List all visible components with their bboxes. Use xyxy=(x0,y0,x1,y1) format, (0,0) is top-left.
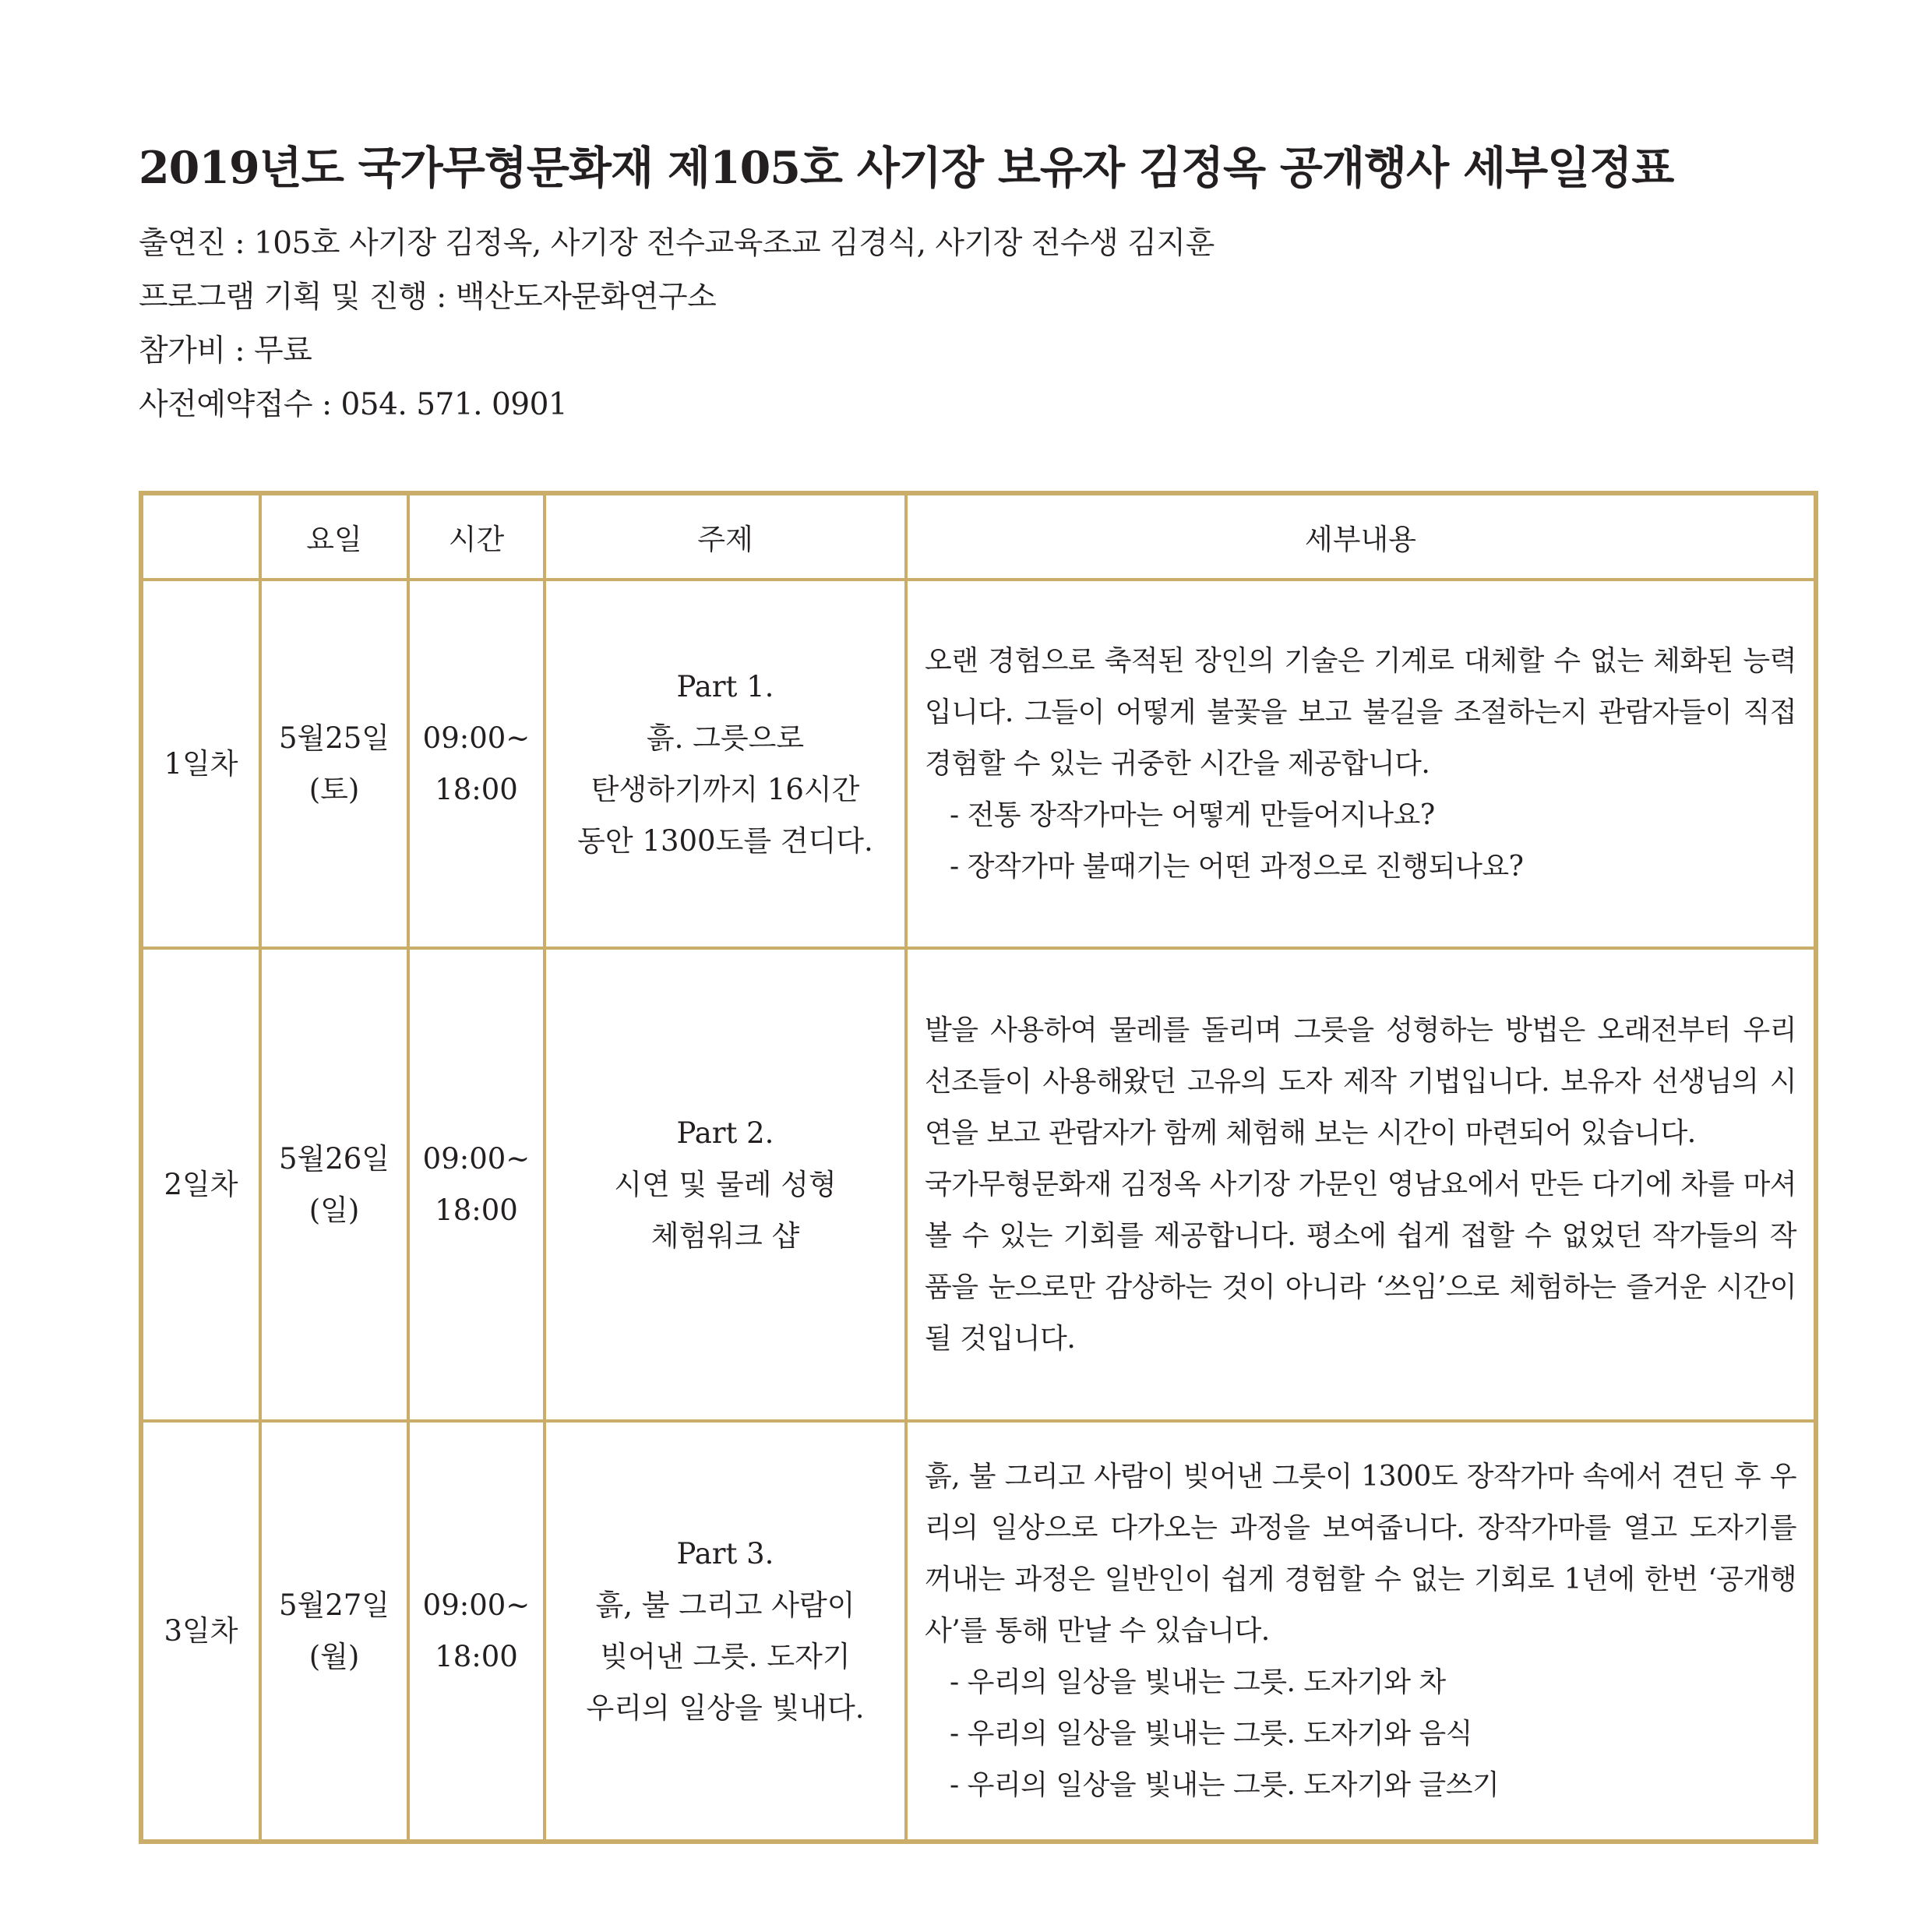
fee-line: 참가비 : 무료 xyxy=(139,333,312,368)
time-cell xyxy=(408,1421,545,1842)
table-row xyxy=(141,1421,1816,1842)
day-cell: 1일차 xyxy=(141,580,260,948)
day-cell: 3일차 xyxy=(141,1421,260,1842)
table-row xyxy=(141,948,1816,1421)
details-paragraph: 오랜 경험으로 축적된 장인의 기술은 기계로 대체할 수 없는 체화된 능력입니다. 그들이 어떻게 불꽃을 보고 불길을 조절하는지 관람자들이 직접 경험할 수 있는 귀중한 시간을 제공합니다. xyxy=(925,644,1796,780)
date-cell xyxy=(260,1421,408,1842)
header-details: 세부내용 xyxy=(906,493,1816,580)
schedule-table xyxy=(139,491,1818,1844)
details-cell xyxy=(906,1421,1816,1842)
table-row xyxy=(141,580,1816,948)
table-header-row xyxy=(141,493,1816,580)
details-bullet: - 장작가마 불때기는 어떤 과정으로 진행되나요? xyxy=(950,850,1524,883)
details-paragraph: 흙, 불 그리고 사람이 빚어낸 그릇이 1300도 장작가마 속에서 견딘 후 우리의 일상으로 다가오는 과정을 보여줍니다. 장작가마를 열고 도자기를 꺼내는 과정은 일반인이 쉽게 경험할 수 없는 기회로 1년에 한번 ‘공개행사’를 통해 만날 수 있습니다. xyxy=(925,1460,1796,1647)
topic-line: 우리의 일상을 빛내다. xyxy=(586,1690,865,1725)
date: 5월26일 xyxy=(278,1141,390,1176)
topic-line: 빚어낸 그릇. 도자기 xyxy=(600,1639,851,1673)
details-bullet: - 우리의 일상을 빛내는 그릇. 도자기와 차 xyxy=(950,1666,1446,1698)
header-topic: 주제 xyxy=(545,493,906,580)
topic-line: 체험워크 샵 xyxy=(650,1218,800,1253)
details-paragraph: 국가무형문화재 김정옥 사기장 가문인 영남요에서 만든 다기에 차를 마셔볼 수 있는 기회를 제공합니다. 평소에 쉽게 접할 수 없었던 작가들의 작품을 눈으로만 감상하는 것이 아니라 ‘쓰임’으로 체험하는 즐거운 시간이 될 것입니다. xyxy=(925,1168,1796,1355)
header-day-cell xyxy=(141,493,260,580)
details-bullet: - 우리의 일상을 빛내는 그릇. 도자기와 음식 xyxy=(950,1717,1472,1750)
topic-line: 흙, 불 그리고 사람이 xyxy=(595,1588,855,1622)
topic-line: 동안 1300도를 견디다. xyxy=(577,823,873,858)
time-start: 09:00~ xyxy=(422,721,531,755)
topic-part: Part 1. xyxy=(676,669,774,703)
date: 5월27일 xyxy=(278,1588,390,1622)
weekday: (월) xyxy=(308,1639,360,1673)
details-paragraph: 발을 사용하여 물레를 돌리며 그릇을 성형하는 방법은 오래전부터 우리 선조들이 사용해왔던 고유의 도자 제작 기법입니다. 보유자 선생님의 시연을 보고 관람자가 함께 체험해 보는 시간이 마련되어 있습니다. xyxy=(925,1014,1796,1149)
details-cell xyxy=(906,948,1816,1421)
time-cell xyxy=(408,580,545,948)
date: 5월25일 xyxy=(278,721,390,755)
header-time: 시간 xyxy=(408,493,545,580)
reservation-line: 사전예약접수 : 054. 571. 0901 xyxy=(139,387,568,422)
page-title: 2019년도 국가무형문화재 제105호 사기장 보유자 김정옥 공개행사 세부일정표 xyxy=(139,142,1674,194)
event-info xyxy=(139,217,1215,432)
topic-cell xyxy=(545,1421,906,1842)
weekday: (토) xyxy=(308,772,360,806)
organizer-line: 프로그램 기획 및 진행 : 백산도자문화연구소 xyxy=(139,280,717,315)
time-cell xyxy=(408,948,545,1421)
topic-line: 흙. 그릇으로 xyxy=(646,721,805,755)
time-end: 18:00 xyxy=(435,1639,518,1673)
time-end: 18:00 xyxy=(435,772,518,806)
topic-line: 시연 및 물레 성형 xyxy=(614,1167,837,1201)
date-cell xyxy=(260,580,408,948)
details-bullet: - 전통 장작가마는 어떻게 만들어지나요? xyxy=(950,799,1435,831)
topic-line: 탄생하기까지 16시간 xyxy=(591,772,860,806)
topic-part: Part 3. xyxy=(676,1536,774,1571)
date-cell xyxy=(260,948,408,1421)
topic-cell xyxy=(545,948,906,1421)
weekday: (일) xyxy=(308,1193,360,1227)
time-end: 18:00 xyxy=(435,1193,518,1227)
header-weekday: 요일 xyxy=(260,493,408,580)
day-cell: 2일차 xyxy=(141,948,260,1421)
time-start: 09:00~ xyxy=(422,1141,531,1176)
details-bullet: - 우리의 일상을 빛내는 그릇. 도자기와 글쓰기 xyxy=(950,1768,1500,1801)
topic-part: Part 2. xyxy=(676,1116,774,1150)
topic-cell xyxy=(545,580,906,948)
details-cell xyxy=(906,580,1816,948)
performers-line: 출연진 : 105호 사기장 김정옥, 사기장 전수교육조교 김경식, 사기장 전수생 김지훈 xyxy=(139,226,1215,261)
time-start: 09:00~ xyxy=(422,1588,531,1622)
